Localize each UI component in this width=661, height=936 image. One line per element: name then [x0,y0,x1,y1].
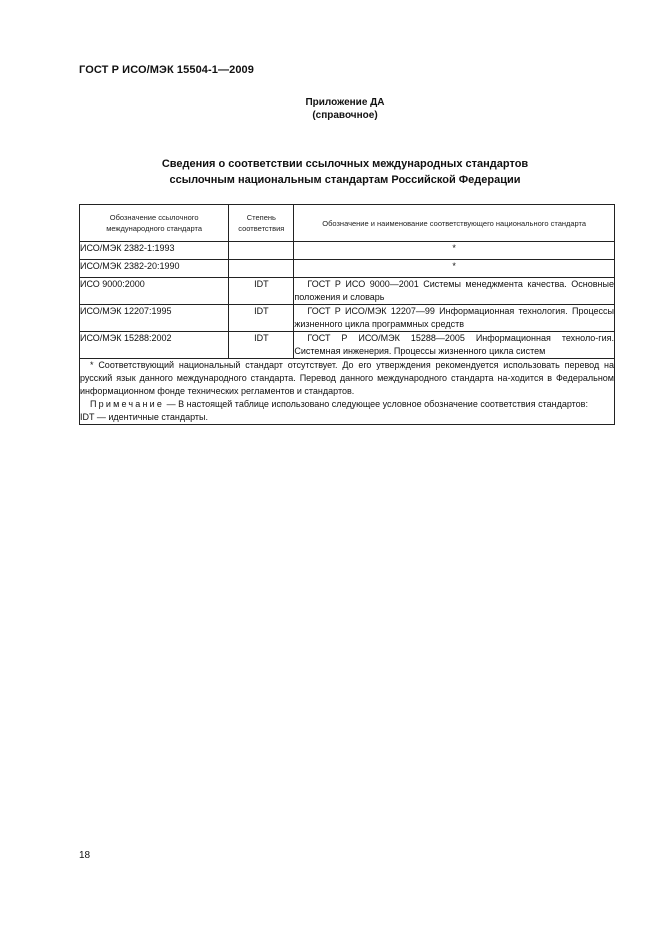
cell-national-standard: * [294,260,615,278]
table-row [80,242,615,260]
cell-international-standard: ИСО/МЭК 15288:2002 [80,332,229,359]
document-code-header: ГОСТ Р ИСО/МЭК 15504-1—2009 [79,64,254,76]
table-row [80,278,615,305]
cell-degree: IDT [229,305,294,332]
note-paragraph [80,398,614,411]
annex-heading [0,96,661,122]
cell-international-standard: ИСО/МЭК 2382-1:1993 [80,242,229,260]
annex-subtitle: (справочное) [312,110,378,121]
header-national-standard: Обозначение и наименование соответствующего национального стандарта [294,205,615,242]
table-notes-cell [80,359,615,425]
cell-national-standard: * [294,242,615,260]
cell-national-standard: ГОСТ Р ИСО/МЭК 15288—2005 Информационная техноло-гия. Системная инженерия. Процессы жизненного цикла систем [294,332,615,359]
cell-national-standard: ГОСТ Р ИСО/МЭК 12207—99 Информационная технология. Процессы жизненного цикла программных средств [294,305,615,332]
section-title [0,156,661,188]
cell-international-standard: ИСО/МЭК 2382-20:1990 [80,260,229,278]
footnote-text: * Соответствующий национальный стандарт отсутствует. До его утверждения рекомендуется использовать перевод на русский язык данного международного стандарта. Перевод данного международного стандарта на-ходится в Федеральном информационном фонде технических регламентов и стандартов. [80,360,614,396]
section-title-line-1: Сведения о соответствии ссылочных международных стандартов [161,158,529,170]
header-degree-of-conformity: Степень соответствия [229,205,294,242]
standards-correspondence-table [79,204,615,425]
table-row [80,332,615,359]
note-text: — В настоящей таблице использовано следующее условное обозначение соответствия стандартов: [164,399,588,409]
header-international-standard: Обозначение ссылочного международного стандарта [80,205,229,242]
note-item: IDT — идентичные стандарты. [80,412,209,422]
table-row [80,305,615,332]
cell-international-standard: ИСО/МЭК 12207:1995 [80,305,229,332]
cell-degree: IDT [229,332,294,359]
table-header-row [80,205,615,242]
annex-title: Приложение ДА [305,97,385,108]
cell-degree [229,260,294,278]
cell-national-standard: ГОСТ Р ИСО 9000—2001 Системы менеджмента качества. Основные положения и словарь [294,278,615,305]
section-title-line-2: ссылочным национальным стандартам Российской Федерации [169,174,521,186]
cell-degree: IDT [229,278,294,305]
cell-international-standard: ИСО 9000:2000 [80,278,229,305]
page-number: 18 [79,850,91,861]
note-label: Примечание [90,399,165,409]
table-notes-row [80,359,615,425]
table-row [80,260,615,278]
cell-degree [229,242,294,260]
